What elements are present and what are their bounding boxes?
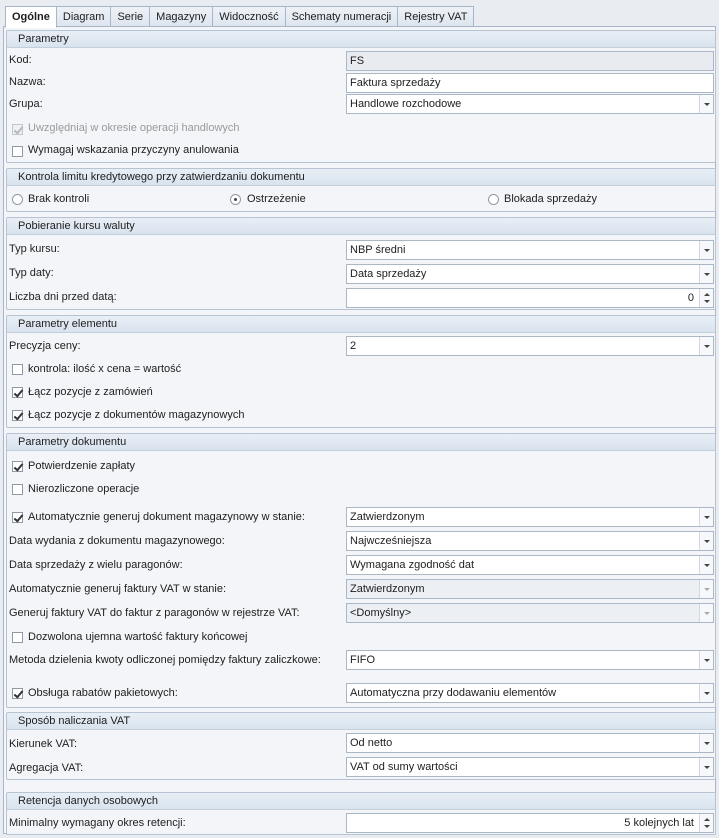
data-wydania-label: Data wydania z dokumentu magazynowego: (9, 535, 225, 547)
precyzja-value: 2 (350, 340, 357, 352)
grupa-label: Grupa: (9, 98, 43, 110)
auto-mag-value: Zatwierdzonym (350, 511, 425, 523)
liczba-dni-label: Liczba dni przed datą: (9, 291, 117, 303)
data-sprzedazy-select[interactable] (346, 555, 714, 575)
lacz-zamowien-label: Łącz pozycje z zamówień (28, 386, 153, 398)
group-title: Pobieranie kursu waluty (7, 218, 715, 235)
auto-mag-checkbox[interactable] (12, 512, 23, 523)
chevron-down-icon[interactable] (699, 684, 713, 702)
rabaty-label: Obsługa rabatów pakietowych: (28, 687, 178, 699)
kierunek-vat-select[interactable] (346, 733, 714, 753)
uwzgledniaj-label: Uwzględniaj w okresie operacji handlowych (28, 122, 240, 134)
chevron-down-icon[interactable] (699, 758, 713, 776)
group-parametry-elementu (6, 315, 716, 428)
group-title: Parametry (7, 31, 715, 48)
generuj-select[interactable] (346, 603, 714, 623)
kierunek-vat-label: Kierunek VAT: (9, 738, 78, 750)
metoda-value: FIFO (350, 654, 376, 666)
metoda-select[interactable] (346, 650, 714, 670)
tab-serie[interactable]: Serie (111, 6, 150, 27)
ujemna-label: Dozwolona ujemna wartość faktury końcowej (28, 631, 248, 643)
rabaty-select[interactable] (346, 683, 714, 703)
auto-vat-select[interactable] (346, 579, 714, 599)
rabaty-value: Automatyczna przy dodawaniu elementów (350, 687, 557, 699)
typ-kursu-value: NBP średni (350, 244, 406, 256)
chevron-down-icon[interactable] (699, 508, 713, 526)
agregacja-vat-value: VAT od sumy wartości (350, 761, 458, 773)
group-title: Retencja danych osobowych (7, 793, 715, 810)
data-wydania-select[interactable] (346, 531, 714, 551)
liczba-dni-value: 0 (687, 292, 694, 304)
metoda-label: Metoda dzielenia kwoty odliczonej pomiędzy faktury zaliczkowe: (9, 654, 321, 666)
group-title: Sposób naliczania VAT (7, 713, 715, 730)
tab-widocznosc[interactable]: Widoczność (213, 6, 285, 27)
radio-label-ostrzezenie: Ostrzeżenie (247, 193, 306, 205)
spinner-icon[interactable] (699, 289, 713, 307)
auto-mag-select[interactable] (346, 507, 714, 527)
lacz-magazynowych-checkbox[interactable] (12, 410, 23, 421)
nazwa-field[interactable]: Faktura sprzedaży (346, 73, 714, 93)
okres-retencji-label: Minimalny wymagany okres retencji: (9, 817, 186, 829)
tab-bar (5, 6, 474, 27)
kod-label: Kod: (9, 54, 32, 66)
generuj-label: Generuj faktury VAT do faktur z paragonów w rejestrze VAT: (9, 607, 300, 619)
group-parametry (6, 30, 716, 163)
nazwa-label: Nazwa: (9, 76, 46, 88)
tab-rejestry-vat[interactable]: Rejestry VAT (398, 6, 474, 27)
precyzja-label: Precyzja ceny: (9, 340, 81, 352)
spinner-icon[interactable] (699, 814, 713, 832)
radio-label-brak-kontroli: Brak kontroli (28, 193, 90, 205)
auto-vat-value: Zatwierdzonym (350, 583, 425, 595)
agregacja-vat-select[interactable] (346, 757, 714, 777)
radio-brak-kontroli[interactable] (12, 194, 23, 205)
lacz-zamowien-checkbox[interactable] (12, 387, 23, 398)
precyzja-select[interactable] (346, 336, 714, 356)
group-sposob-naliczania-vat (6, 712, 716, 780)
group-kontrola-limitu (6, 168, 716, 212)
grupa-select[interactable] (346, 94, 714, 114)
tab-diagram[interactable]: Diagram (57, 6, 112, 27)
ujemna-checkbox[interactable] (12, 632, 23, 643)
chevron-down-icon[interactable] (699, 580, 713, 598)
group-title: Parametry dokumentu (7, 434, 715, 451)
radio-ostrzezenie[interactable] (230, 194, 241, 205)
chevron-down-icon[interactable] (699, 651, 713, 669)
chevron-down-icon[interactable] (699, 556, 713, 574)
nierozliczone-checkbox[interactable] (12, 484, 23, 495)
potwierdzenie-label: Potwierdzenie zapłaty (28, 460, 136, 472)
typ-daty-label: Typ daty: (9, 267, 54, 279)
wymagaj-checkbox[interactable] (12, 146, 23, 157)
chevron-down-icon[interactable] (699, 337, 713, 355)
kierunek-vat-value: Od netto (350, 737, 393, 749)
potwierdzenie-checkbox[interactable] (12, 461, 23, 472)
auto-mag-label: Automatycznie generuj dokument magazynowy w stanie: (28, 511, 305, 523)
agregacja-vat-label: Agregacja VAT: (9, 762, 84, 774)
nierozliczone-label: Nierozliczone operacje (28, 483, 140, 495)
group-pobieranie-kursu (6, 217, 716, 310)
typ-daty-value: Data sprzedaży (350, 268, 427, 280)
tab-ogolne[interactable]: Ogólne (5, 6, 57, 28)
okres-retencji-stepper[interactable] (346, 813, 714, 833)
kontrola-ilosc-label: kontrola: ilość x cena = wartość (28, 363, 182, 375)
group-title: Parametry elementu (7, 316, 715, 333)
tab-schematy-numeracji[interactable]: Schematy numeracji (286, 6, 399, 27)
chevron-down-icon[interactable] (699, 95, 713, 113)
radio-label-blokada-sprzedazy: Blokada sprzedaży (504, 193, 597, 205)
grupa-value: Handlowe rozchodowe (350, 98, 462, 110)
data-sprzedazy-value: Wymagana zgodność dat (350, 559, 475, 571)
typ-kursu-select[interactable] (346, 240, 714, 260)
wymagaj-label: Wymagaj wskazania przyczyny anulowania (28, 144, 239, 156)
radio-blokada-sprzedazy[interactable] (488, 194, 499, 205)
chevron-down-icon[interactable] (699, 532, 713, 550)
group-retencja-danych (6, 792, 716, 835)
lacz-magazynowych-label: Łącz pozycje z dokumentów magazynowych (28, 409, 245, 421)
chevron-down-icon[interactable] (699, 241, 713, 259)
chevron-down-icon[interactable] (699, 604, 713, 622)
tab-magazyny[interactable]: Magazyny (150, 6, 213, 27)
liczba-dni-stepper[interactable] (346, 288, 714, 308)
okres-retencji-value: 5 kolejnych lat (624, 817, 694, 829)
rabaty-checkbox[interactable] (12, 688, 23, 699)
group-title: Kontrola limitu kredytowego przy zatwierdzaniu dokumentu (7, 169, 715, 186)
kontrola-ilosc-checkbox[interactable] (12, 364, 23, 375)
chevron-down-icon[interactable] (699, 734, 713, 752)
generuj-value: <Domyślny> (350, 607, 412, 619)
group-parametry-dokumentu (6, 433, 716, 708)
typ-kursu-label: Typ kursu: (9, 243, 60, 255)
typ-daty-select[interactable] (346, 264, 714, 284)
kod-field[interactable]: FS (346, 51, 714, 71)
data-sprzedazy-label: Data sprzedaży z wielu paragonów: (9, 559, 183, 571)
auto-vat-label: Automatycznie generuj faktury VAT w stanie: (9, 583, 227, 595)
uwzgledniaj-checkbox[interactable] (12, 124, 23, 135)
data-wydania-value: Najwcześniejsza (350, 535, 432, 547)
chevron-down-icon[interactable] (699, 265, 713, 283)
